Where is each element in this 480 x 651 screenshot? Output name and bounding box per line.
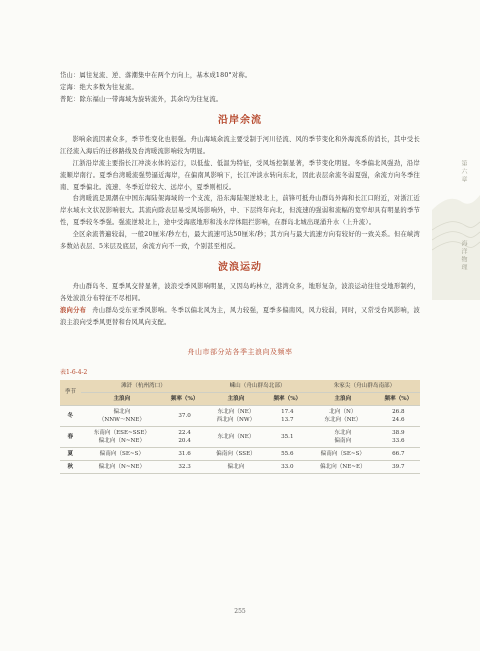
paragraph: 全区余流普遍较弱，一般20厘米/秒左右，最大流速可达50厘米/秒；其方向与最大流速方向有较好的一致关系。但在峡湾多数站表层、5米层及底层，余流方向不一致，个别甚至相反。 — [60, 230, 420, 250]
cell-direction: 偏北向 （NNW～NNE） — [81, 405, 163, 426]
chapter-side-label: 第六章 — [460, 160, 467, 184]
cell-direction: 东北向（NE） — [206, 426, 265, 447]
header-frequency: 频率（%） — [163, 392, 206, 405]
cell-direction: 偏南向（SE~S） — [309, 447, 377, 460]
cell-direction: 偏南向（SE~S） — [81, 447, 163, 460]
header-frequency: 频率（%） — [377, 392, 420, 405]
cell-direction: 北向（N） 东北向（NE） — [309, 405, 377, 426]
intro-line-1: 岱山：属往复流、逆、落潮集中在两个方向上，基本成180°对称。 — [60, 72, 252, 79]
header-location-a: 滩浒（杭州湾口） — [81, 380, 206, 393]
intro-line-2: 定海：绝大多数为往复流。 — [60, 83, 138, 91]
table-label: 表1-6-4-2 — [60, 368, 88, 376]
cell-frequency: 22.4 20.4 — [163, 426, 206, 447]
table-row — [60, 405, 420, 426]
cell-frequency: 38.9 33.6 — [377, 426, 420, 447]
page-number: 255 — [234, 608, 246, 615]
cell-direction: 偏南向（SSE） — [206, 447, 265, 460]
cell-season: 秋 — [60, 460, 81, 473]
cell-frequency: 17.4 13.7 — [266, 405, 309, 426]
intro-line-3: 普陀：除东福山一带海域为旋转流外，其余均为往复流。 — [60, 95, 223, 103]
section-title-wave-motion: 波浪运动 — [218, 262, 262, 274]
cell-direction: 偏北向（NE~E） — [309, 460, 377, 473]
paragraph: 影响余流因素众多，季节性变化也很强。舟山海域余流主要受制于河川径流、风的季节变化和外海流系的消长，其中受长江径流入海后的迁移路线及台湾暖流影响较为明显。 — [60, 136, 420, 156]
table-row — [60, 426, 420, 447]
cell-frequency: 66.7 — [377, 447, 420, 460]
cell-direction: 东北向 偏南向 — [309, 426, 377, 447]
header-direction: 主浪向 — [206, 392, 265, 405]
cell-frequency: 31.6 — [163, 447, 206, 460]
header-direction: 主浪向 — [309, 392, 377, 405]
table-row — [60, 447, 420, 460]
section-title-coastal-residual-current: 沿岸余流 — [218, 115, 262, 127]
cell-frequency: 35.1 — [266, 426, 309, 447]
cell-season: 夏 — [60, 447, 81, 460]
header-frequency: 频率（%） — [266, 392, 309, 405]
cell-direction: 偏北向（N~NE） — [81, 460, 163, 473]
cell-direction: 东北向（NE） 西北向（NW） — [206, 405, 265, 426]
decorative-wave-motif — [432, 150, 480, 300]
header-location-b: 嵊山（舟山群岛北部） — [206, 380, 309, 393]
cell-frequency: 55.6 — [266, 447, 309, 460]
cell-frequency: 33.0 — [266, 460, 309, 473]
table-row — [60, 460, 420, 473]
paragraph: 舟山群岛冬、夏季风交替显著，波浪受季风影响明显，又因岛屿林立，港湾众多，地形复杂，波浪运动往往受地形制约，各处波浪分布特征不尽相同。 — [60, 283, 420, 303]
term-label: 浪向分布 — [60, 306, 87, 314]
cell-direction: 偏北向 — [206, 460, 265, 473]
cell-season: 冬 — [60, 405, 81, 426]
cell-frequency: 26.8 24.6 — [377, 405, 420, 426]
cell-season: 春 — [60, 426, 81, 447]
header-direction: 主浪向 — [81, 392, 163, 405]
header-location-c: 朱家尖（舟山群岛南部） — [309, 380, 420, 393]
topic-side-label: 海洋物理 — [460, 240, 467, 272]
cell-frequency: 32.3 — [163, 460, 206, 473]
page-content — [60, 70, 420, 474]
table-title: 舟山市部分站各季主浪向及频率 — [187, 347, 293, 356]
cell-frequency: 39.7 — [377, 460, 420, 473]
header-season: 季节 — [60, 380, 81, 406]
paragraph: 台湾暖流是黑潮在中国东海陆架海域的一个支流，沿东海陆架逆坡北上，前锋可抵舟山群岛外海和长江口附近，对浙江近岸水域水文状况影响很大。其流向除表层易受风场影响外，中、下层终年向北，但流速的强弱和流幅的宽窄却具有明显的季节性，夏季较冬季强。强流逆坡北上，途中受海底地形和浅水岸体阻拦影响，在群岛北城出现涌升水（上升流）。 — [60, 195, 420, 226]
wave-direction-paragraph — [60, 305, 420, 329]
wave-direction-table — [60, 380, 420, 474]
paragraph: 江浙沿岸流主要指长江冲淡水体的运行，以低盐、低温为特征，受风场控制显著，季节变化明显。冬季偏北风强劲，沿岸流顺岸南行。夏季台湾暖流强势逼近海岸，在偏南风影响下，长江冲淡水转向东北，因此表层余流冬弱夏强，余流方向冬季往南、夏季偏北。流速、冬季近岸较大、远岸小，夏季则相反。 — [60, 159, 420, 191]
term-text: 舟山群岛受东亚季风影响。冬季以偏北风为主，风力较强，夏季多偏南风，风力较弱，同时，又常受台风影响，波浪主浪向受季风更替和台风风向支配。 — [60, 306, 420, 326]
cell-direction: 东南向（ESE~SSE） 偏北向（N~NE） — [81, 426, 163, 447]
cell-frequency: 37.0 — [163, 405, 206, 426]
